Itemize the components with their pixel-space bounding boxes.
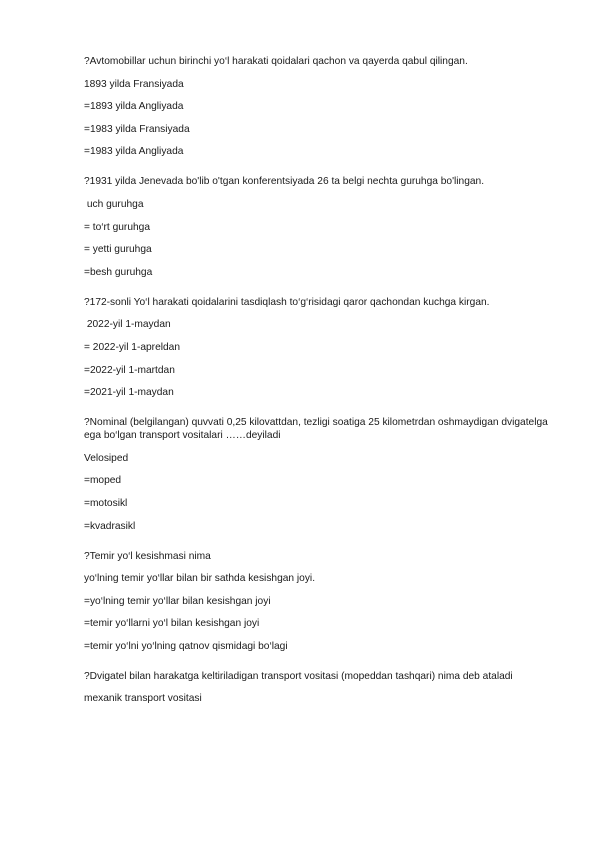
answer-option: =besh guruhga bbox=[84, 266, 153, 278]
answer-option: uch guruhga bbox=[84, 198, 144, 210]
question-block bbox=[84, 670, 554, 706]
question-text: ?1931 yilda Jenevada bo'lib o'tgan konferentsiyada 26 ta belgi nechta guruhga bo'lingan. bbox=[84, 176, 485, 188]
question-text: ?Dvigatel bilan harakatga keltiriladigan transport vositasi (mopeddan tashqari) nima deb ataladi bbox=[84, 670, 513, 682]
question-block bbox=[84, 296, 554, 399]
answer-option: Velosiped bbox=[84, 452, 129, 464]
question-block bbox=[84, 550, 554, 653]
answer-option: mexanik transport vositasi bbox=[84, 693, 202, 705]
question-text: ?172-sonli Yo‘l harakati qoidalarini tasdiqlash to‘g‘risidagi qaror qachondan kuchga kirgan. bbox=[84, 296, 490, 308]
question-text: ?Nominal (belgilangan) quvvati 0,25 kilovattdan, tezligi soatiga 25 kilometrdan oshmaydigan dvigatelga ega bo‘lgan transport vositalari ……deyiladi bbox=[84, 417, 551, 442]
answer-option: 2022-yil 1-maydan bbox=[84, 319, 171, 331]
answer-option: =motosikl bbox=[84, 497, 128, 509]
answer-option: =1983 yilda Fransiyada bbox=[84, 123, 190, 135]
question-text: ?Avtomobillar uchun birinchi yo‘l harakati qoidalari qachon va qayerda qabul qilingan. bbox=[84, 56, 468, 67]
answer-option: =yo‘lning temir yo‘llar bilan kesishgan joyi bbox=[84, 595, 271, 607]
answer-option: =1893 yilda Angliyada bbox=[84, 101, 184, 113]
answer-option: =2022-yil 1-martdan bbox=[84, 364, 175, 376]
answer-option: =temir yo‘llarni yo‘l bilan kesishgan joyi bbox=[84, 618, 260, 630]
answer-option: = 2022-yil 1-apreldan bbox=[84, 341, 180, 353]
answer-option: =1983 yilda Angliyada bbox=[84, 146, 184, 158]
answer-option: = to‘rt guruhga bbox=[84, 221, 150, 233]
answer-option: = yetti guruhga bbox=[84, 244, 152, 256]
answer-option: =temir yo‘lni yo‘lning qatnov qismidagi bo‘lagi bbox=[84, 640, 288, 652]
answer-option: =moped bbox=[84, 475, 122, 487]
answer-option: =kvadrasikl bbox=[84, 520, 136, 532]
document-page bbox=[84, 55, 554, 722]
answer-option: =2021-yil 1-maydan bbox=[84, 387, 174, 399]
answer-option: yo‘lning temir yo‘llar bilan bir sathda kesishgan joyi. bbox=[84, 573, 316, 585]
question-text: ?Temir yo‘l kesishmasi nima bbox=[84, 550, 211, 562]
question-block bbox=[84, 416, 554, 532]
question-block bbox=[84, 175, 554, 278]
answer-option: 1893 yilda Fransiyada bbox=[84, 78, 184, 90]
question-block bbox=[84, 55, 554, 158]
